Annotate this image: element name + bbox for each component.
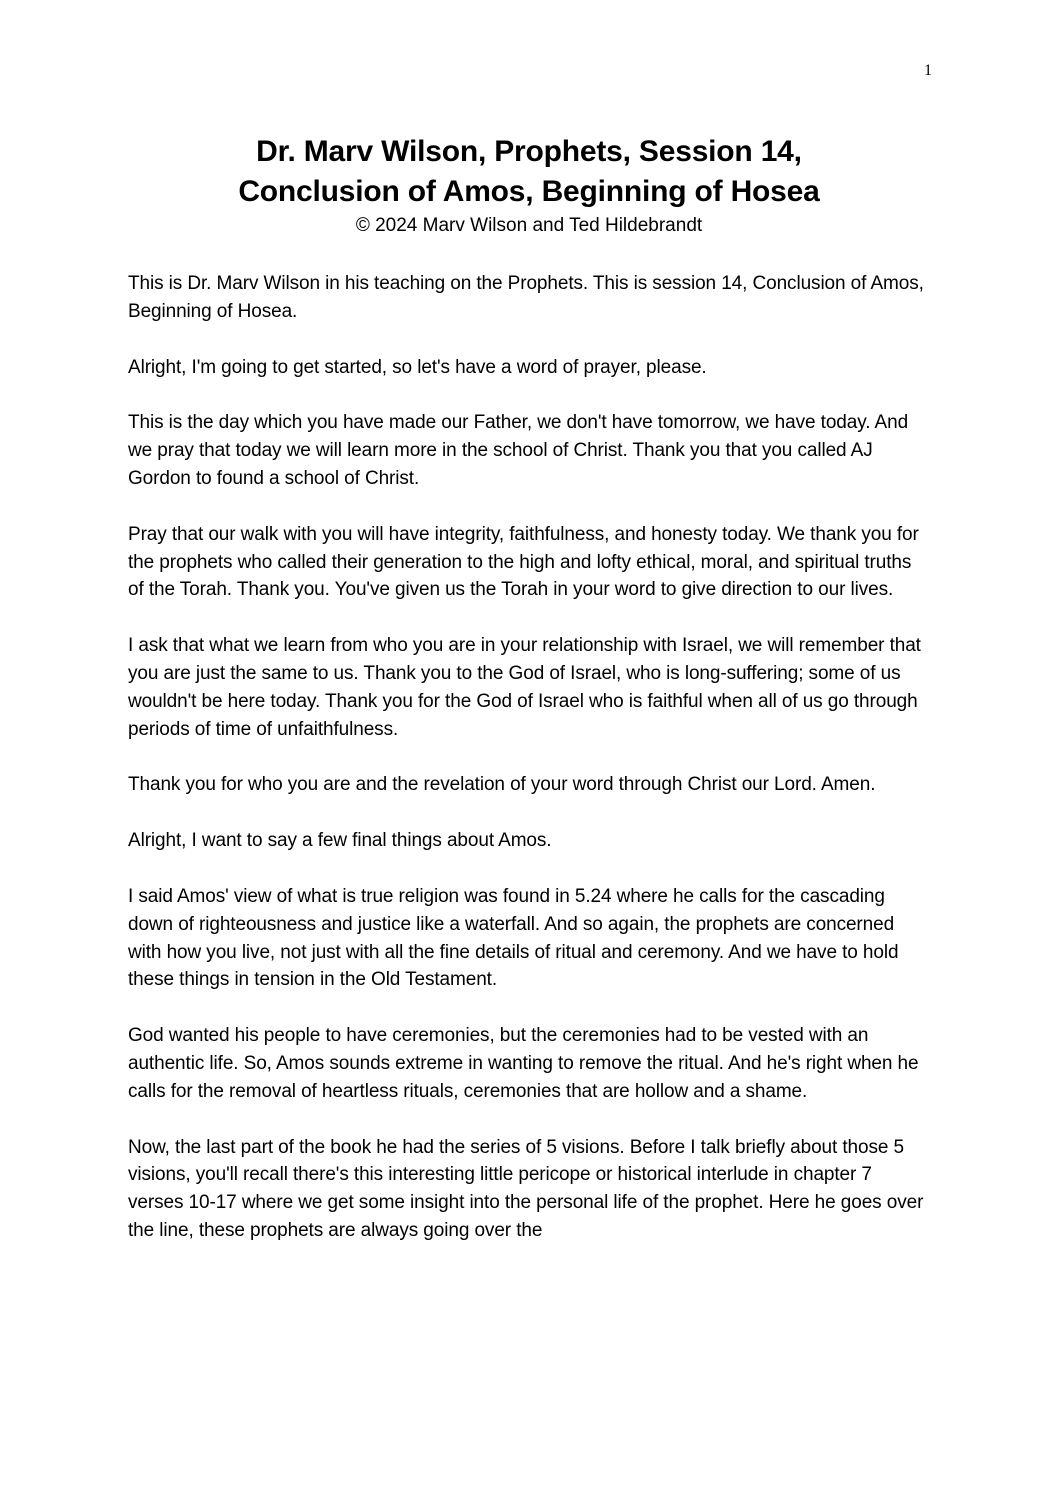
document-body <box>128 270 932 1273</box>
paragraph-2: Alright, I'm going to get started, so let's have a word of prayer, please. <box>128 356 707 378</box>
paragraph-3: This is the day which you have made our Father, we don't have tomorrow, we have today. And we pray that today we will learn more in the school of Christ. Thank you that you called AJ Gordon to found a school of Christ. <box>128 412 909 489</box>
paragraph-1: This is Dr. Marv Wilson in his teaching on the Prophets. This is session 14, Conclusion of Amos, Beginning of Hosea. <box>128 273 924 322</box>
paragraph-4: Pray that our walk with you will have integrity, faithfulness, and honesty today. We thank you for the prophets who called their generation to the high and lofty ethical, moral, and spiritual truths of the Torah. Thank you. You've given us the Torah in your word to give direction to our lives. <box>128 523 919 601</box>
title-line-1: Dr. Marv Wilson, Prophets, Session 14, <box>256 135 802 168</box>
document-title <box>0 132 1058 238</box>
paragraph-6: Thank you for who you are and the revelation of your word through Christ our Lord. Amen. <box>128 774 876 796</box>
paragraph-9: God wanted his people to have ceremonies, but the ceremonies had to be vested with an authentic life. So, Amos sounds extreme in wanting to remove the ritual. And he's right when he calls for the removal of heartless rituals, ceremonies that are hollow and a shame. <box>128 1025 919 1102</box>
copyright-line: © 2024 Marv Wilson and Ted Hildebrandt <box>355 215 703 236</box>
page-number: 1 <box>924 62 932 79</box>
paragraph-7: Alright, I want to say a few final things about Amos. <box>128 830 552 852</box>
paragraph-10: Now, the last part of the book he had the series of 5 visions. Before I talk briefly about those 5 visions, you'll recall there's this interesting little pericope or historical interlude in chapter 7 verses 10-17 where we get some insight into the personal life of the prophet. Here he goes over the line, these prophets are always going over the <box>128 1136 924 1241</box>
paragraph-5: I ask that what we learn from who you are in your relationship with Israel, we will remember that you are just the same to us. Thank you to the God of Israel, who is long-suffering; some of us wouldn't be here today. Thank you for the God of Israel who is faithful when all of us go through periods of time of unfaithfulness. <box>128 635 921 740</box>
paragraph-8: I said Amos' view of what is true religion was found in 5.24 where he calls for the cascading down of righteousness and justice like a waterfall. And so again, the prophets are concerned with how you live, not just with all the fine details of ritual and ceremony. And we have to hold these things in tension in the Old Testament. <box>128 885 899 991</box>
title-line-2: Conclusion of Amos, Beginning of Hosea <box>238 175 820 208</box>
